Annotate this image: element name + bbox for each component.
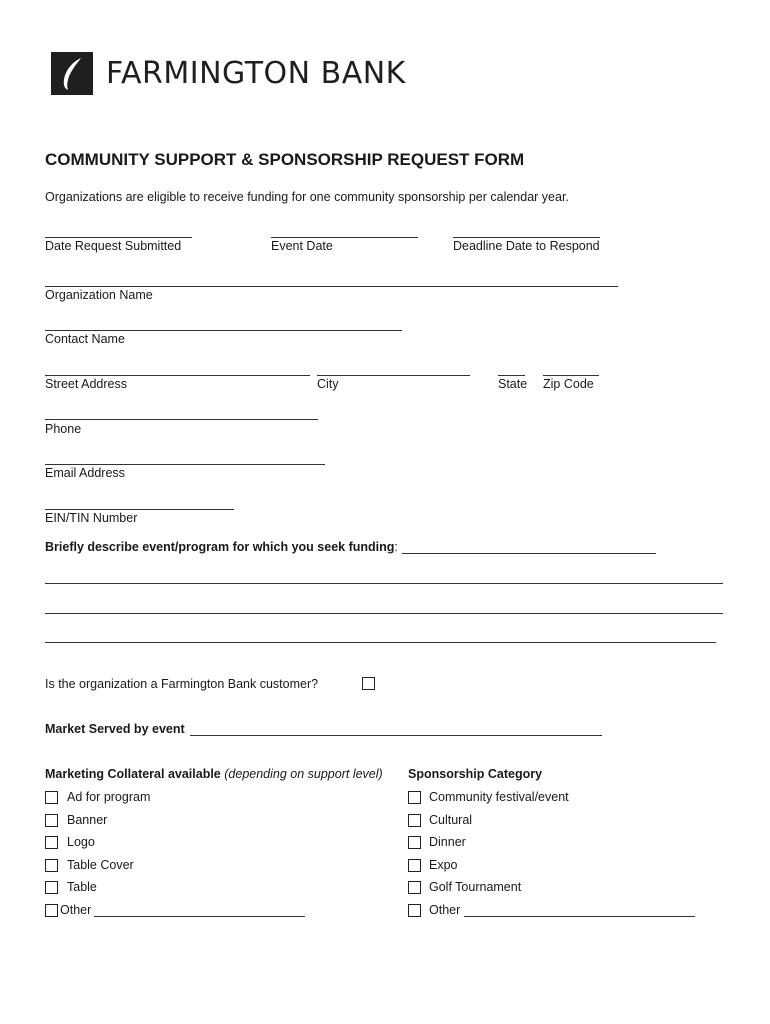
event-date-label: Event Date [271,239,333,253]
zip-code-label: Zip Code [543,377,594,391]
bank-logo-icon [51,52,93,95]
deadline-date-label: Deadline Date to Respond [453,239,600,253]
state-field[interactable] [498,375,525,376]
category-label-dinner: Dinner [429,835,466,849]
category-other-field[interactable] [464,916,695,917]
phone-field[interactable] [45,419,318,420]
state-label: State [498,377,528,391]
street-address-field[interactable] [45,375,310,376]
category-label-expo: Expo [429,858,458,872]
category-label-cultural: Cultural [429,813,473,827]
marketing-collateral-heading [45,767,383,781]
market-served-label: Market Served by event [45,722,185,736]
contact-name-field[interactable] [45,330,402,331]
collateral-checkbox-table-cover[interactable] [45,859,58,872]
describe-event-field-2[interactable] [45,583,723,584]
contact-name-label: Contact Name [45,332,125,346]
form-title: COMMUNITY SUPPORT & SPONSORSHIP REQUEST FORM [45,150,525,169]
date-request-submitted-field[interactable] [45,237,192,238]
customer-question-label: Is the organization a Farmington Bank customer? [45,677,319,691]
collateral-label-banner: Banner [67,813,108,827]
collateral-checkbox-banner[interactable] [45,814,58,827]
describe-event-label: Briefly describe event/program for which you seek funding [45,540,395,554]
category-checkbox-cultural[interactable] [408,814,421,827]
collateral-label-table-cover: Table Cover [67,858,134,872]
sponsorship-category-heading: Sponsorship Category [408,767,543,781]
category-label-community: Community festival/event [429,790,569,804]
email-address-field[interactable] [45,464,325,465]
category-checkbox-dinner[interactable] [408,836,421,849]
marketing-collateral-note: (depending on support level) [224,767,383,781]
ein-tin-field[interactable] [45,509,234,510]
collateral-label-table: Table [67,880,97,894]
category-checkbox-golf[interactable] [408,881,421,894]
form-intro: Organizations are eligible to receive funding for one community sponsorship per calendar year. [45,190,569,204]
category-label-other: Other [429,903,461,917]
marketing-collateral-title: Marketing Collateral available [45,767,221,781]
deadline-date-field[interactable] [453,237,600,238]
category-checkbox-expo[interactable] [408,859,421,872]
city-field[interactable] [317,375,470,376]
describe-event-field-3[interactable] [45,613,723,614]
organization-name-label: Organization Name [45,288,153,302]
describe-event-colon: : [394,540,398,554]
customer-checkbox[interactable] [362,677,375,690]
collateral-checkbox-table[interactable] [45,881,58,894]
collateral-label-logo: Logo [67,835,95,849]
email-address-label: Email Address [45,466,125,480]
market-served-field[interactable] [190,735,602,736]
date-request-submitted-label: Date Request Submitted [45,239,182,253]
collateral-other-field[interactable] [94,916,305,917]
collateral-label-ad: Ad for program [67,790,151,804]
collateral-checkbox-ad[interactable] [45,791,58,804]
category-label-golf: Golf Tournament [429,880,522,894]
phone-label: Phone [45,422,82,436]
collateral-label-other: Other [60,903,92,917]
zip-code-field[interactable] [543,375,599,376]
describe-event-field-4[interactable] [45,642,716,643]
organization-name-field[interactable] [45,286,618,287]
category-checkbox-other[interactable] [408,904,421,917]
category-checkbox-community[interactable] [408,791,421,804]
event-date-field[interactable] [271,237,418,238]
city-label: City [317,377,339,391]
ein-tin-label: EIN/TIN Number [45,511,138,525]
collateral-checkbox-logo[interactable] [45,836,58,849]
describe-event-field-1[interactable] [402,553,656,554]
collateral-checkbox-other[interactable] [45,904,58,917]
street-address-label: Street Address [45,377,127,391]
bank-name: FARMINGTON BANK [106,56,406,91]
describe-event-prompt [45,540,398,554]
